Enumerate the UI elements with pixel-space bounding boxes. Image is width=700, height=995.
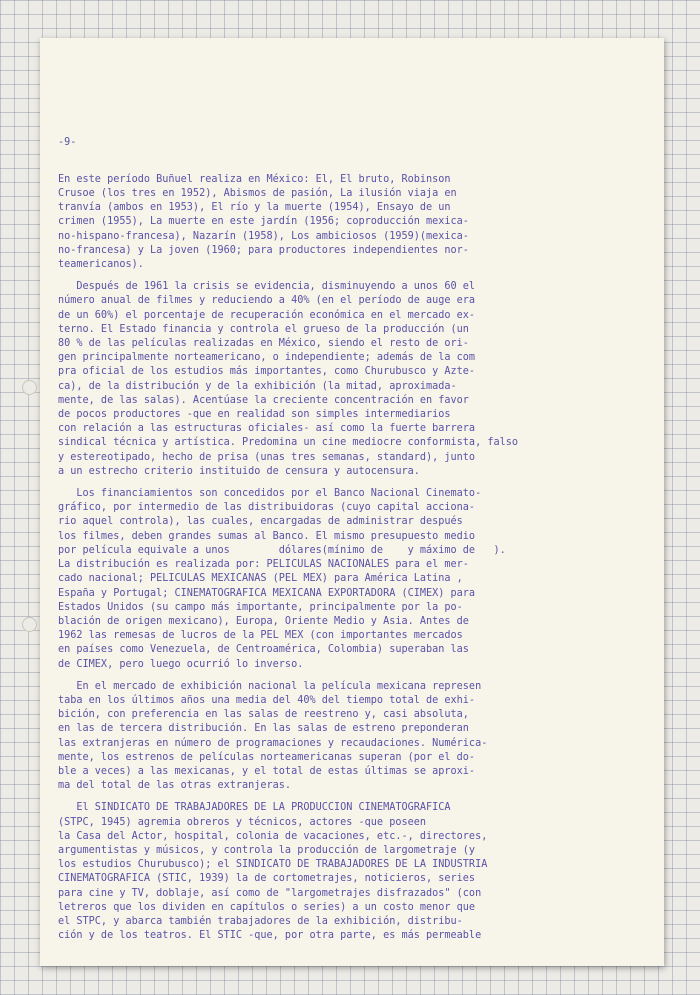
text-line: gráfico, por intermedio de las distribuidoras (cuyo capital acciona- xyxy=(58,502,476,514)
text-line: número anual de filmes y reduciendo a 40% (en el período de auge era xyxy=(58,295,476,307)
text-line: rio aquel controla), las cuales, encargadas de administrar después xyxy=(58,516,463,528)
text-line: Crusoe (los tres en 1952), Abismos de pasión, La ilusión viaja en xyxy=(58,188,457,200)
text-line: por película equivale a unos dólares(mínimo de y máximo de ). xyxy=(58,544,506,556)
text-line: crimen (1955), La muerte en este jardín (1956; coproducción mexica- xyxy=(58,216,469,228)
text-line: la Casa del Actor, hospital, colonia de vacaciones, etc.-, directores, xyxy=(58,830,488,842)
text-line: cado nacional; PELICULAS MEXICANAS (PEL MEX) para América Latina , xyxy=(58,573,463,585)
text-line: argumentistas y músicos, y controla la producción de largometraje (y xyxy=(58,844,476,856)
document-body xyxy=(58,108,624,958)
text-line: España y Portugal; CINEMATOGRAFICA MEXICANA EXPORTADORA (CIMEX) para xyxy=(58,587,476,599)
paragraph-gap xyxy=(58,479,624,487)
text-line: para cine y TV, doblaje, así como de "largometrajes disfrazados" (con xyxy=(58,887,482,899)
text-line: tranvía (ambos en 1953), El río y la muerte (1954), Ensayo de un xyxy=(58,202,451,214)
text-line: no-francesa) y La joven (1960; para productores independientes nor- xyxy=(58,244,469,256)
text-line: ción y de los teatros. El STIC -que, por otra parte, es más permeable xyxy=(58,930,482,942)
text-line: blación de origen mexicano), Europa, Oriente Medio y Asia. Antes de xyxy=(58,615,469,627)
binder-hole xyxy=(22,617,37,632)
text-line: El SINDICATO DE TRABAJADORES DE LA PRODUCCION CINEMATOGRAFICA xyxy=(58,802,451,814)
text-line: terno. El Estado financia y controla el grueso de la producción (un xyxy=(58,323,469,335)
text-line: Estados Unidos (su campo más importante, principalmente por la po- xyxy=(58,601,463,613)
text-line: (STPC, 1945) agremia obreros y técnicos, actores -que poseen xyxy=(58,816,427,828)
text-line: bición, con preferencia en las salas de reestreno y, casi absoluta, xyxy=(58,709,469,721)
text-line: letreros que los dividen en capítulos o series) a un costo menor que xyxy=(58,901,476,913)
text-line: mente, los estrenos de películas norteamericanas superan (por el do- xyxy=(58,751,476,763)
text-line: La distribución es realizada por: PELICULAS NACIONALES para el mer- xyxy=(58,559,469,571)
text-line: con relación a las estructuras oficiales- así como la fuerte barrera xyxy=(58,423,476,435)
text-line: taba en los últimos años una media del 40% del tiempo total de exhi- xyxy=(58,694,476,706)
text-line: ble a veces) a las mexicanas, y el total de estas últimas se aproxi- xyxy=(58,765,476,777)
text-line: no-hispano-francesa), Nazarín (1958), Los ambiciosos (1959)(mexica- xyxy=(58,230,469,242)
text-line: En el mercado de exhibición nacional la película mexicana represen xyxy=(58,680,482,692)
text-line: en las de tercera distribución. En las salas de estreno preponderan xyxy=(58,723,469,735)
text-line: 1962 las remesas de lucros de la PEL MEX (con importantes mercados xyxy=(58,630,463,642)
text-line: y estereotipado, hecho de prisa (unas tres semanas, standard), junto xyxy=(58,451,476,463)
text-line: de CIMEX, pero luego ocurrió lo inverso. xyxy=(58,658,304,670)
text-line: CINEMATOGRAFICA (STIC, 1939) la de cortometrajes, noticieros, series xyxy=(58,873,476,885)
text-line: ma del total de las otras extranjeras. xyxy=(58,780,292,792)
text-line: Los financiamientos son concedidos por el Banco Nacional Cinemato- xyxy=(58,488,482,500)
text-line: teamericanos). xyxy=(58,259,144,271)
text-line: a un estrecho criterio instituido de censura y autocensura. xyxy=(58,465,420,477)
text-line: Después de 1961 la crisis se evidencia, disminuyendo a unos 60 el xyxy=(58,281,476,293)
paragraph-gap xyxy=(58,793,624,801)
paragraph-gap xyxy=(58,672,624,680)
text-line: pra oficial de los estudios más importantes, como Churubusco y Azte- xyxy=(58,366,476,378)
page-number: -9- xyxy=(58,137,77,149)
text-line: sindical técnica y artística. Predomina un cine mediocre conformista, falso xyxy=(58,437,519,449)
text-line: los filmes, deben grandes sumas al Banco. El mismo presupuesto medio xyxy=(58,530,476,542)
text-line: ca), de la distribución y de la exhibición (la mitad, aproximada- xyxy=(58,380,457,392)
text-line: el STPC, y abarca también trabajadores de la exhibición, distribu- xyxy=(58,915,463,927)
text-line: las extranjeras en número de programaciones y recaudaciones. Numérica- xyxy=(58,737,488,749)
text-line: los estudios Churubusco); el SINDICATO DE TRABAJADORES DE LA INDUSTRIA xyxy=(58,859,488,871)
text-line: En este período Buñuel realiza en México: El, El bruto, Robinson xyxy=(58,173,451,185)
text-line: de pocos productores -que en realidad son simples intermediarios xyxy=(58,409,451,421)
text-line: en países como Venezuela, de Centroamérica, Colombia) superaban las xyxy=(58,644,469,656)
paragraph-gap xyxy=(58,272,624,280)
text-line: 80 % de las películas realizadas en México, siendo el resto de ori- xyxy=(58,338,469,350)
text-line: de un 60%) el porcentaje de recuperación económica en el mercado ex- xyxy=(58,309,476,321)
text-line: mente, de las salas). Acentúase la creciente concentración en favor xyxy=(58,394,469,406)
text-line: gen principalmente norteamericano, o independiente; además de la com xyxy=(58,352,476,364)
binder-hole xyxy=(22,380,37,395)
